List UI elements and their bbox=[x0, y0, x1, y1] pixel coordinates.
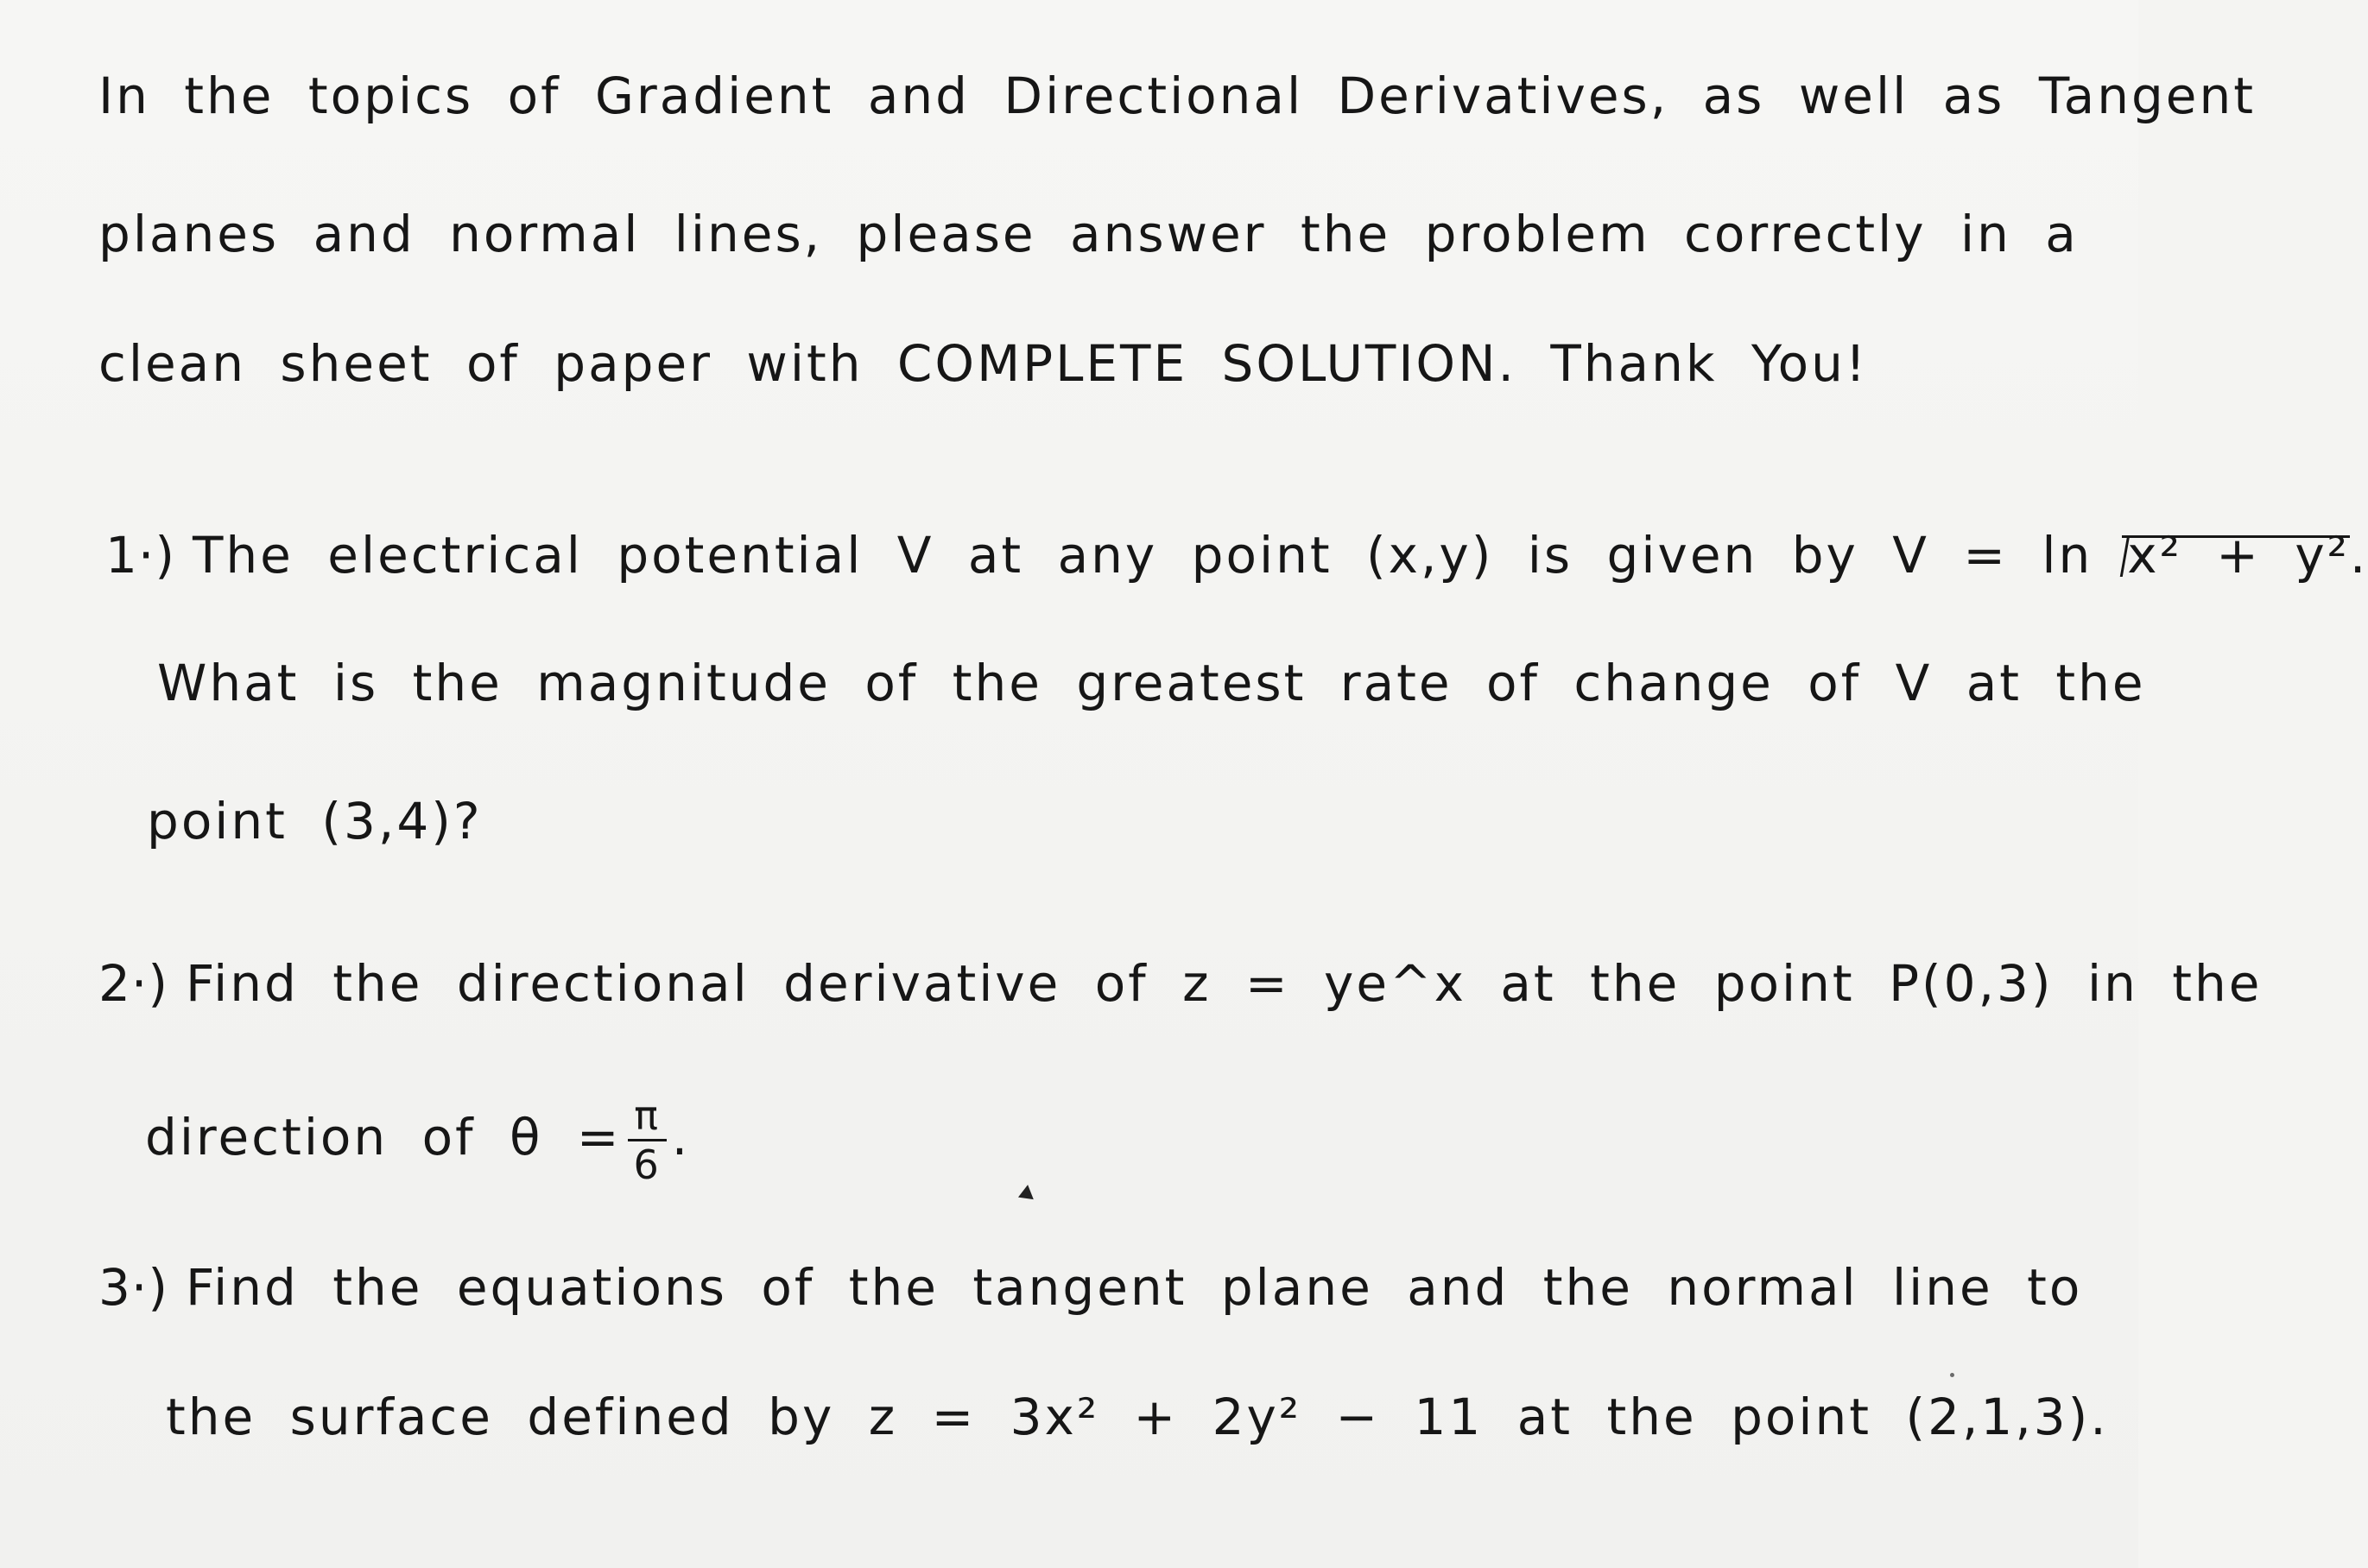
fraction-denominator: 6 bbox=[633, 1141, 662, 1189]
problem-1-text-prefix: The electrical potential V at any point (x,y) is given by V = ln bbox=[192, 526, 2093, 585]
problem-1-line-1 bbox=[105, 528, 2368, 584]
problem-2-text-line-1: Find the directional derivative of z = ye^x at the point P(0,3) in the bbox=[185, 954, 2263, 1013]
problem-3-line-1 bbox=[98, 1258, 2083, 1317]
problem-2-text-suffix: . bbox=[671, 1107, 691, 1167]
problem-3-number: 3·) bbox=[98, 1258, 168, 1317]
problem-2-line-1 bbox=[98, 954, 2263, 1013]
intro-line-2: planes and normal lines, please answer the problem correctly in a bbox=[98, 205, 2079, 263]
intro-line-1: In the topics of Gradient and Directional Derivatives, as well as Tangent bbox=[98, 66, 2256, 125]
ink-dot bbox=[1950, 1373, 1954, 1377]
problem-1-line-2: What is the magnitude of the greatest rate of change of V at the bbox=[157, 654, 2146, 712]
problem-2-line-2 bbox=[145, 1092, 691, 1189]
ink-mark bbox=[1018, 1184, 1035, 1199]
problem-1-number: 1·) bbox=[105, 526, 175, 585]
problem-3-text-line-1: Find the equations of the tangent plane and the normal line to bbox=[185, 1258, 2083, 1317]
problem-2-text-prefix: direction of θ = bbox=[145, 1107, 622, 1167]
intro-line-3: clean sheet of paper with COMPLETE SOLUTION. Thank You! bbox=[98, 334, 1869, 393]
fraction-numerator: π bbox=[634, 1092, 661, 1139]
problem-3-line-2: the surface defined by z = 3x² + 2y² − 11 at the point (2,1,3). bbox=[166, 1388, 2109, 1446]
angle-fraction bbox=[628, 1092, 666, 1189]
problem-1-line-3: point (3,4)? bbox=[147, 792, 483, 850]
square-root-expression bbox=[2098, 528, 2350, 584]
problem-1-text-suffix: . bbox=[2349, 526, 2368, 585]
square-root-radicand: x² + y² bbox=[2127, 526, 2350, 585]
problem-2-number: 2·) bbox=[98, 954, 168, 1013]
